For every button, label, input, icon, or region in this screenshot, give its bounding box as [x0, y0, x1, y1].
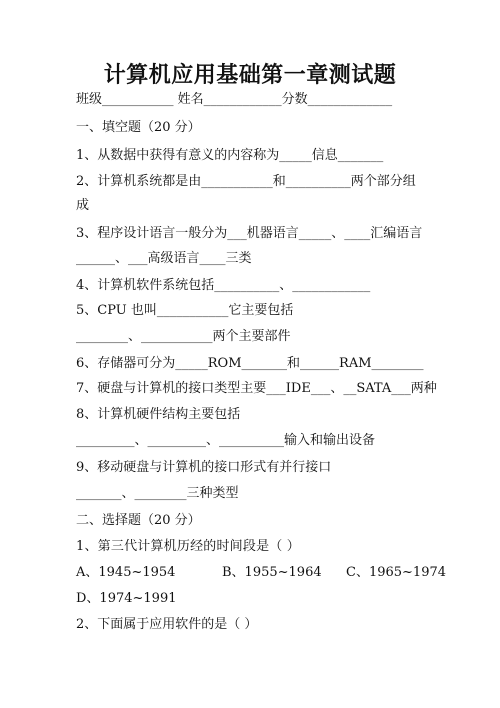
option-b: B、1955~1964: [222, 565, 322, 580]
question-line: 成: [76, 198, 90, 213]
question-line: 1、从数据中获得有意义的内容称为_____信息_______: [76, 148, 384, 163]
section-heading-fill-in: 一、填空题（20 分）: [76, 120, 201, 135]
option-a: A、1945~1954: [76, 565, 176, 580]
option-c: C、1965~1974: [346, 565, 447, 580]
question-line: 8、计算机硬件结构主要包括: [76, 407, 241, 422]
section-heading-choice: 二、选择题（20 分）: [76, 513, 201, 528]
question-line: 3、程序设计语言一般分为___机器语言_____、____汇编语言: [76, 226, 423, 241]
question-line: 9、移动硬盘与计算机的接口形式有并行接口: [76, 460, 332, 475]
header-fields: 班级___________ 姓名____________分数_____________: [76, 92, 393, 107]
question-line: 4、计算机软件系统包括__________、____________: [76, 278, 371, 293]
page-title: 计算机应用基础第一章测试题: [103, 62, 397, 88]
question-line: ______、___高级语言____三类: [76, 251, 252, 266]
question-line: ________、___________两个主要部件: [76, 329, 291, 344]
question-line: _______、________三种类型: [76, 486, 239, 501]
question-line: 6、存储器可分为_____ROM_______和______RAM________: [76, 356, 424, 371]
question-line: 1、第三代计算机历经的时间段是（ ）: [76, 539, 301, 554]
question-line: 2、下面属于应用软件的是（ ）: [76, 617, 258, 632]
option-d: D、1974~1991: [76, 591, 177, 606]
question-line: _________、_________、__________输入和输出设备: [76, 433, 376, 448]
question-line: 5、CPU 也叫___________它主要包括: [76, 303, 294, 318]
question-line: 7、硬盘与计算机的接口类型主要___IDE___、__SATA___两种: [76, 381, 437, 396]
question-line: 2、计算机系统都是由___________和__________两个部分组: [76, 174, 416, 189]
